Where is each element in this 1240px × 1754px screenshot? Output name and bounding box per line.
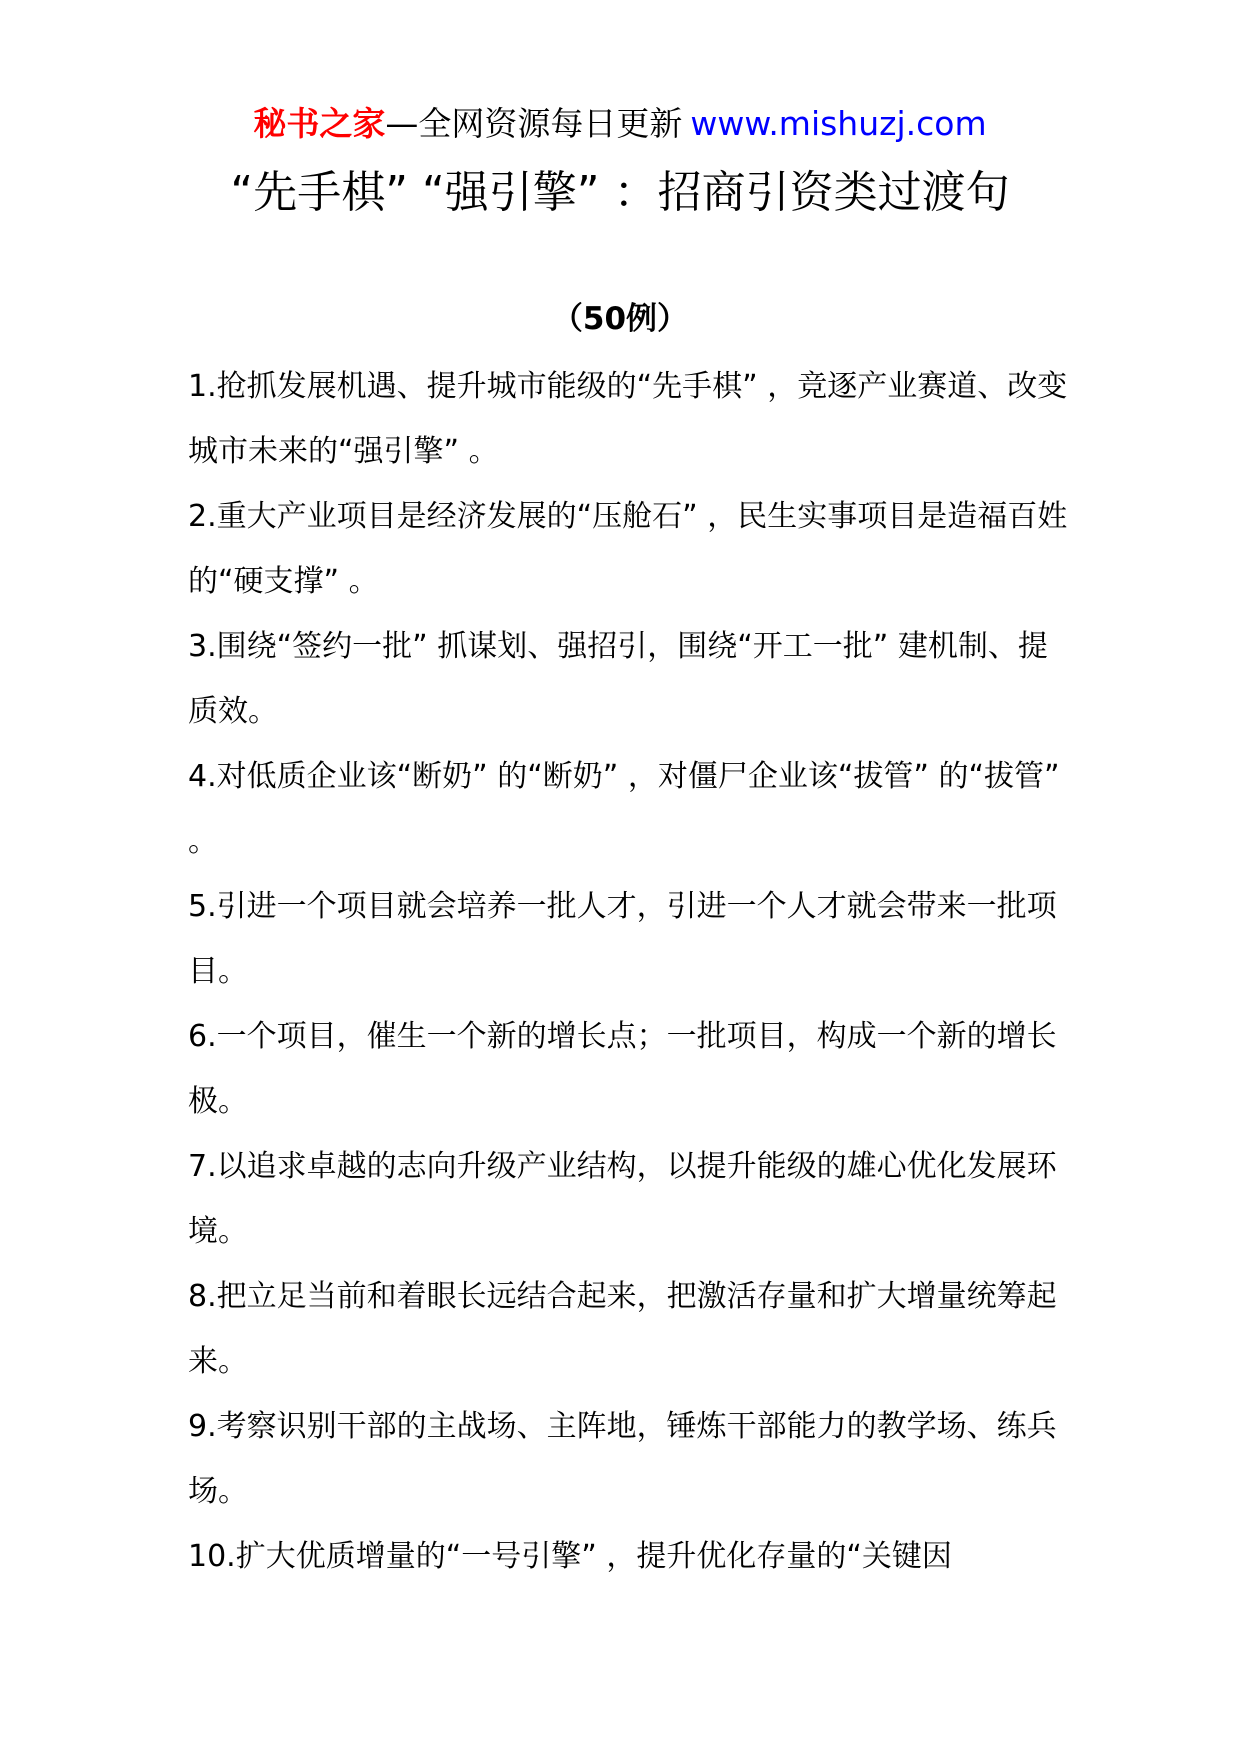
list-item: 10.扩大优质增量的“一号引擎” ，提升优化存量的“关键因 [188,1539,952,1574]
list-item: 8.把立足当前和着眼长远结合起来，把激活存量和扩大增量统筹起来。 [188,1279,1057,1379]
brand-name: 秘书之家 [253,104,386,143]
document-subtitle: （50例） [551,301,689,337]
site-header [0,100,1240,148]
sentence-list [188,354,1068,1589]
document-title: “先手棋” “强引擎” ：招商引资类过渡句 [230,167,1010,218]
list-item: 1.抢抓发展机遇、提升城市能级的“先手棋” ，竞逐产业赛道、改变城市未来的“强引擎” 。 [188,369,1068,469]
list-item: 7.以追求卓越的志向升级产业结构，以提升能级的雄心优化发展环境。 [188,1149,1057,1249]
list-item: 6.一个项目，催生一个新的增长点；一批项目，构成一个新的增长极。 [188,1019,1057,1119]
list-item: 9.考察识别干部的主战场、主阵地，锤炼干部能力的教学场、练兵场。 [188,1409,1057,1509]
list-item: 4.对低质企业该“断奶” 的“断奶” ，对僵尸企业该“拔管” 的“拔管” 。 [188,759,1060,859]
header-tagline: —全网资源每日更新 [385,104,683,143]
list-item: 5.引进一个项目就会培养一批人才，引进一个人才就会带来一批项目。 [188,889,1057,989]
list-item: 3.围绕“签约一批” 抓谋划、强招引，围绕“开工一批” 建机制、提质效。 [188,629,1048,729]
site-url: www.mishuzj.com [690,104,987,143]
list-item: 2.重大产业项目是经济发展的“压舱石” ，民生实事项目是造福百姓的“硬支撑” 。 [188,499,1068,599]
